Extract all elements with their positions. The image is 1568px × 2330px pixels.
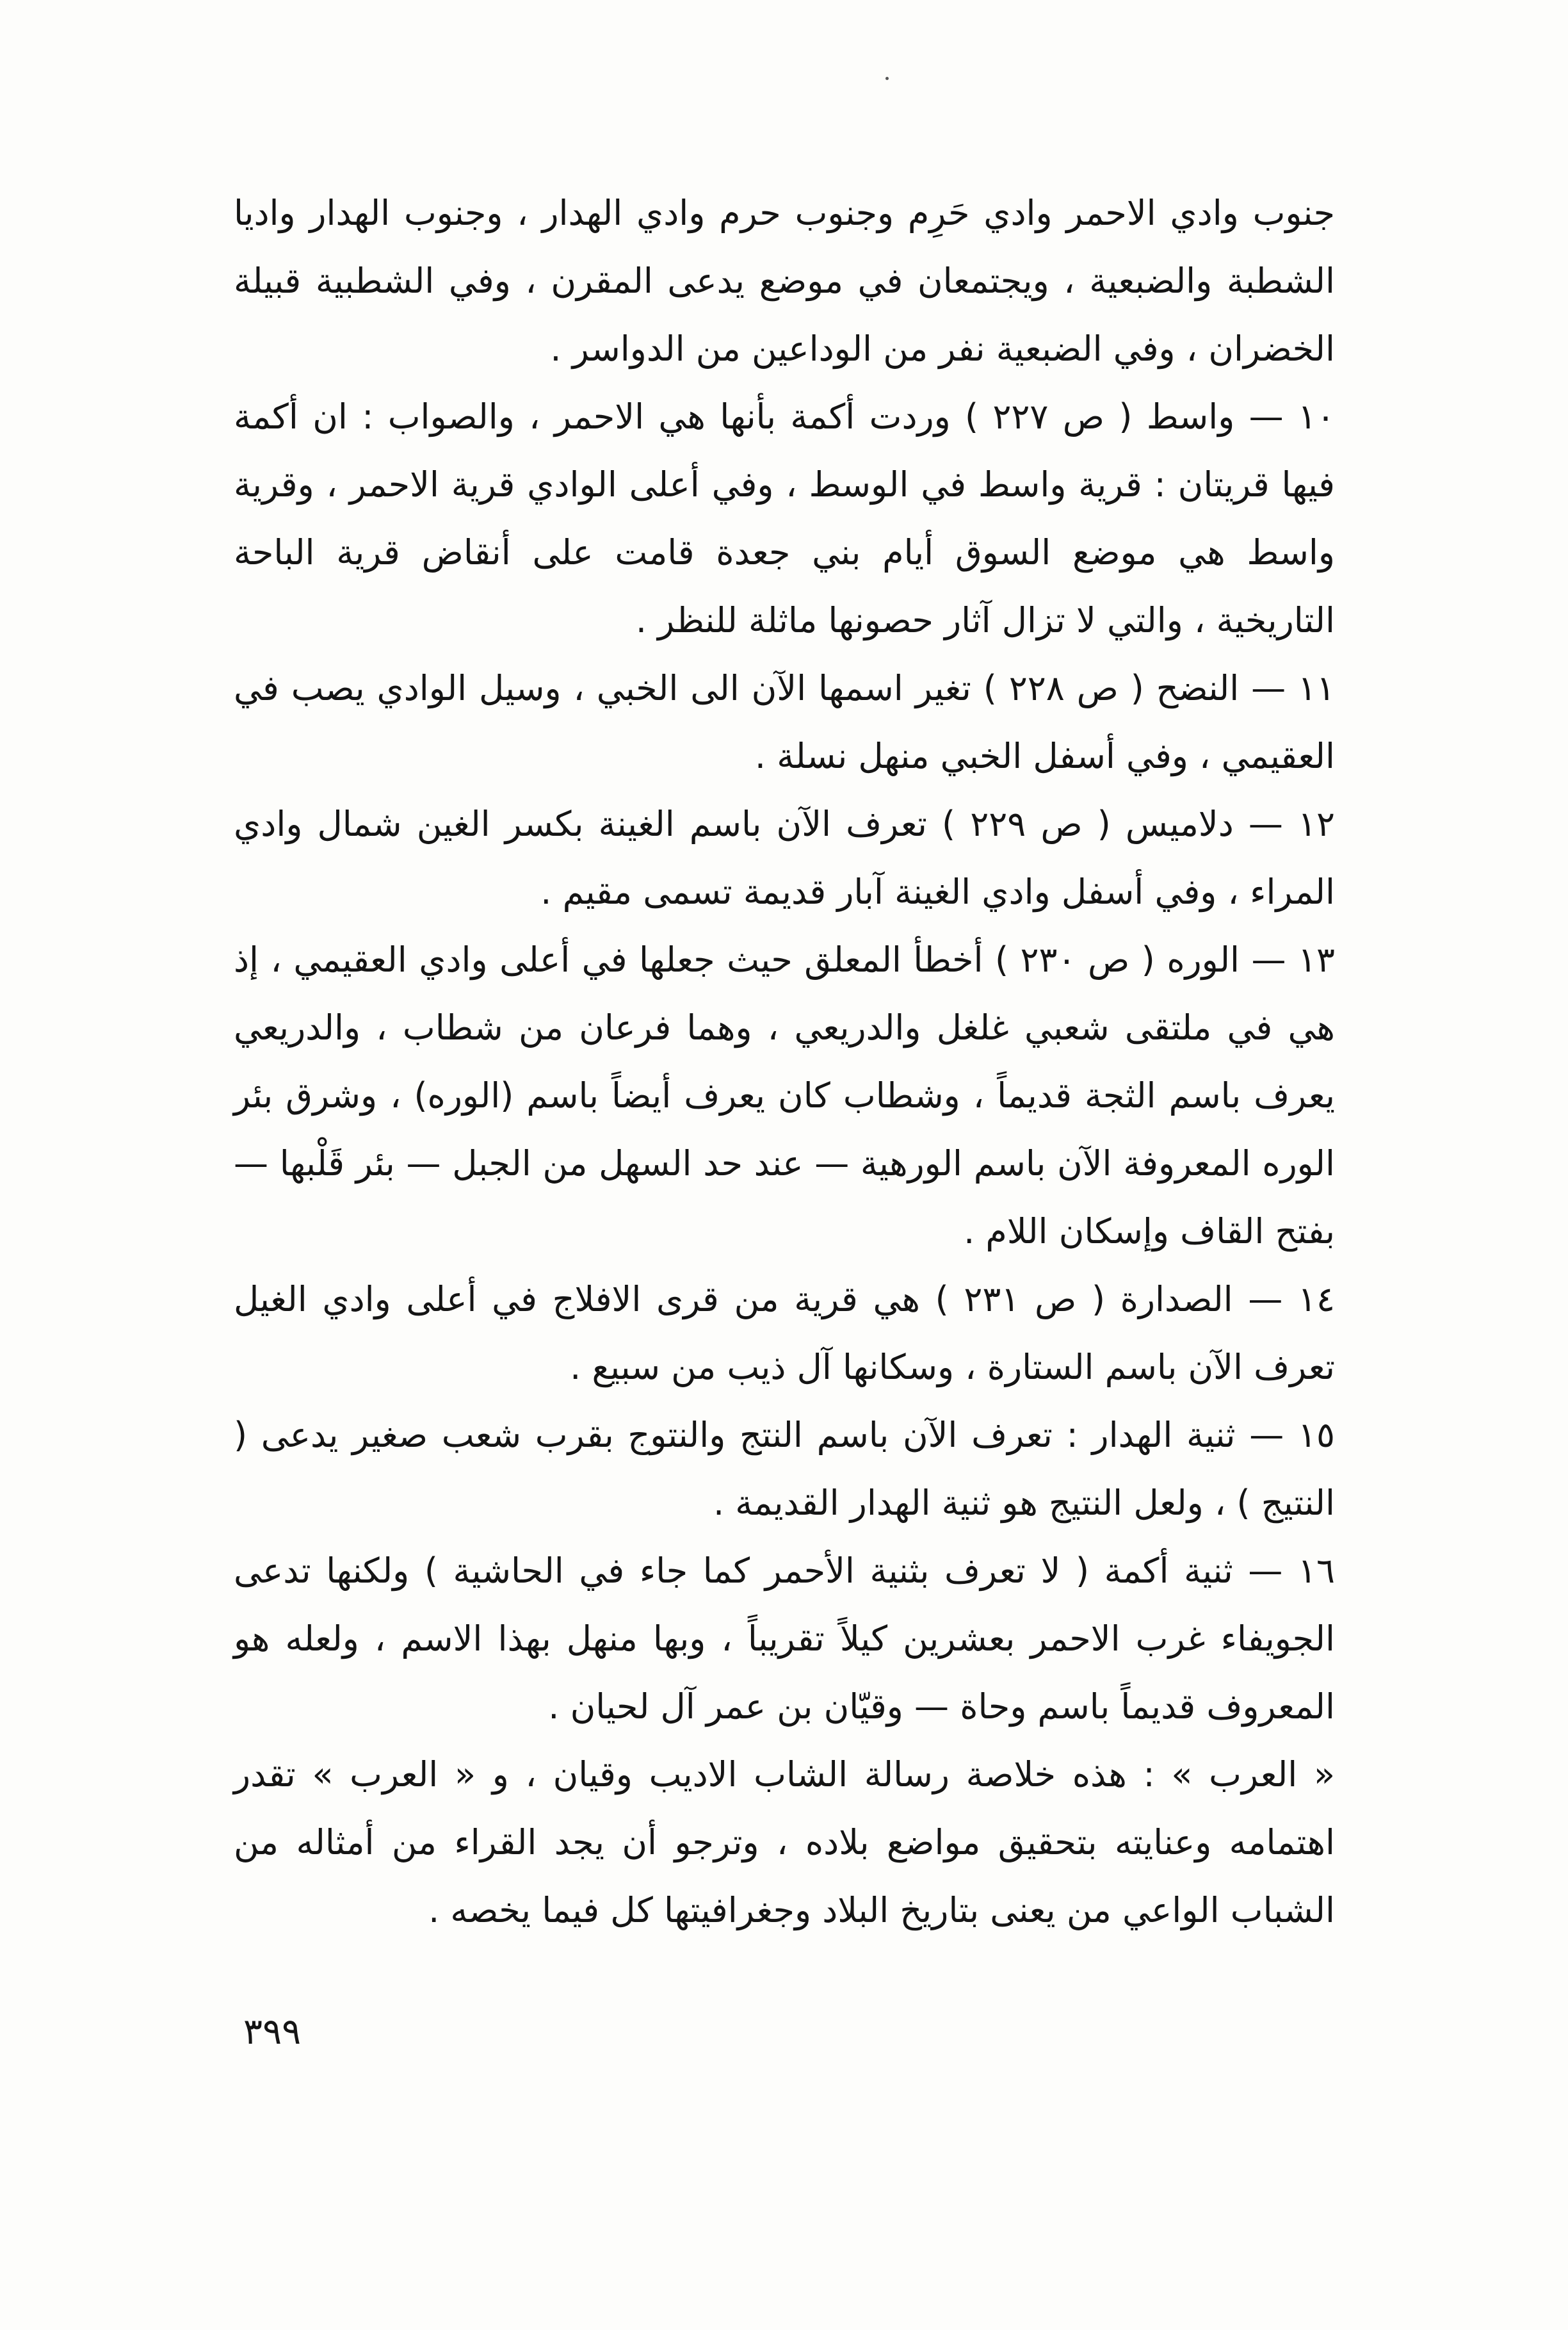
paragraph-item-11: ١١ — النضح ( ص ٢٢٨ ) تغير اسمها الآن الى الخبي ، وسيل الوادي يصب في العقيمي ، وفي أسفل الخبي منهل نسلة . — [234, 668, 1335, 776]
paragraph-item-10: ١٠ — واسط ( ص ٢٢٧ ) وردت أكمة بأنها هي الاحمر ، والصواب : ان أكمة فيها قريتان : قرية واسط في الوسط ، وفي أعلى الوادي قرية الاحمر ، وقرية واسط هي موضع السوق أيام بني جعدة قامت على أنقاض قرية الباحة التاريخية ، والتي لا تزال آثار حصونها ماثلة للنظر . — [234, 396, 1335, 640]
paragraph-item-12: ١٢ — دلاميس ( ص ٢٢٩ ) تعرف الآن باسم الغينة بكسر الغين شمال وادي المراء ، وفي أسفل وادي الغينة آبار قديمة تسمى مقيم . — [234, 804, 1335, 912]
paragraph-item-16: ١٦ — ثنية أكمة ( لا تعرف بثنية الأحمر كما جاء في الحاشية ) ولكنها تدعى الجويفاء غرب الاحمر بعشرين كيلاً تقريباً ، وبها منهل بهذا الاسم ، ولعله هو المعروف قديماً باسم وحاة — وقيّان بن عمر آل لحيان . — [234, 1551, 1335, 1727]
paragraph-item-13: ١٣ — الوره ( ص ٢٣٠ ) أخطأ المعلق حيث جعلها في أعلى وادي العقيمي ، إذ هي في ملتقى شعبي غلغل والدريعي ، وهما فرعان من شطاب ، والدريعي يعرف باسم الثجة قديماً ، وشطاب كان يعرف أيضاً باسم (الوره) ، وشرق بئر الوره المعروفة الآن باسم الورهية — عند حد السهل من الجبل — بئر قَلْبها — بفتح القاف وإسكان اللام . — [234, 940, 1335, 1251]
paragraph-item-14: ١٤ — الصدارة ( ص ٢٣١ ) هي قرية من قرى الافلاج في أعلى وادي الغيل تعرف الآن باسم الستارة ، وسكانها آل ذيب من سبيع . — [234, 1279, 1335, 1387]
paragraph-item-15: ١٥ — ثنية الهدار : تعرف الآن باسم النتج والنتوج بقرب شعب صغير يدعى ( النتيج ) ، ولعل النتيج هو ثنية الهدار القديمة . — [234, 1415, 1335, 1523]
body-text — [234, 179, 1335, 1944]
scan-speck — [885, 77, 889, 80]
paragraph-intro: جنوب وادي الاحمر وادي حَرِم وجنوب حرم وادي الهدار ، وجنوب الهدار واديا الشطبة والضبعية ، ويجتمعان في موضع يدعى المقرن ، وفي الشطبية قبيلة الخضران ، وفي الضبعية نفر من الوداعين من الدواسر . — [234, 193, 1335, 369]
paragraph-editor-note: « العرب » : هذه خلاصة رسالة الشاب الاديب وقيان ، و « العرب » تقدر اهتمامه وعنايته بتحقيق مواضع بلاده ، وترجو أن يجد القراء من أمثاله من الشباب الواعي من يعنى بتاريخ البلاد وجغرافيتها كل فيما يخصه . — [234, 1754, 1335, 1930]
page-number: ٣٩٩ — [243, 2011, 302, 2053]
